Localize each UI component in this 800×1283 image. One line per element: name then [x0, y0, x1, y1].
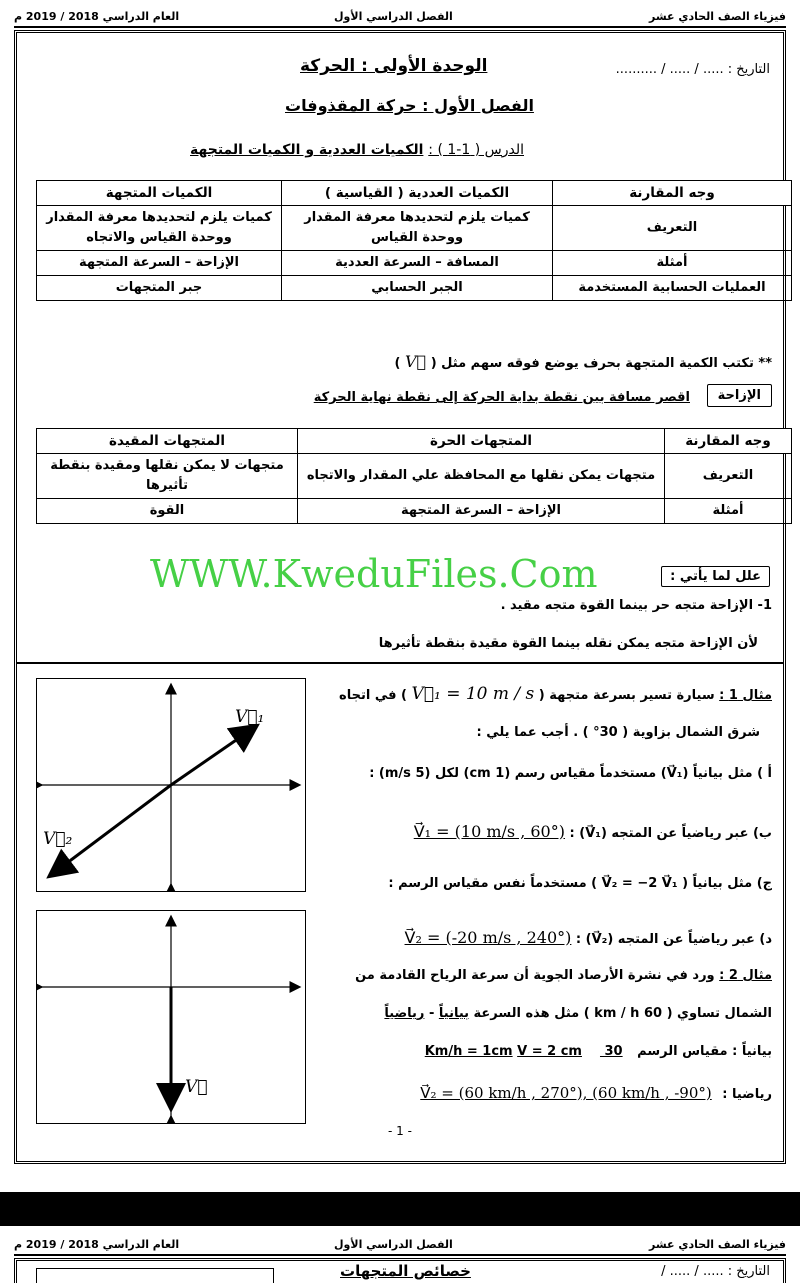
table-cell: الإزاحة – السرعة المتجهة [37, 251, 282, 276]
explain-answer: لأن الإزاحة متجه يمكن نقله بينما القوة مقيدة بنقطة تأثيرها [378, 636, 758, 651]
example2-dash: - [428, 1006, 435, 1021]
example1-line1 [339, 684, 772, 704]
page2-date-line: التاريخ : ..... / ..... / [661, 1264, 770, 1279]
table-header-row [37, 429, 792, 454]
example2-scale-line [425, 1044, 772, 1059]
table-cell: جبر المتجهات [37, 276, 282, 301]
term-label: الفصل الدراسي الأول [334, 1238, 453, 1251]
explain-label: علل لما يأتي : [661, 566, 770, 587]
table-cell: القوة [37, 499, 298, 524]
example1-eq: V⃗₁ = 10 m / s [411, 684, 535, 704]
example2-label: مثال 2 : [719, 968, 772, 983]
vector-diagram-1 [37, 679, 305, 891]
scale-value-1: 30 Km/h = 1cm [424, 1044, 623, 1059]
question-b-answer: V⃗₁ = (10 m/s , 60°) [413, 822, 565, 841]
displacement-label: الإزاحة [707, 384, 772, 407]
table-cell: التعريف [553, 206, 792, 251]
page2-figure-box [36, 1268, 274, 1283]
section-divider [17, 662, 783, 664]
math-answer: V⃗₂ = (60 km/h , 270°), (60 km/h , -90°) [420, 1084, 712, 1102]
page-number: - 1 - [388, 1124, 412, 1138]
subject-label: فيزياء الصف الحادي عشر [649, 10, 786, 23]
table-cell: العمليات الحسابية المستخدمة [553, 276, 792, 301]
chapter-title: الفصل الأول : حركة المقذوفات [285, 96, 534, 115]
question-b-text: ب) عبر رياضياً عن المتجه (V⃗₁) : [569, 826, 772, 841]
question-d-text: د) عبر رياضياً عن المتجه (V⃗₂) : [575, 932, 772, 947]
table-row [37, 454, 792, 499]
scalar-vector-table [36, 180, 792, 301]
note-close: ) [394, 356, 401, 371]
table-row [37, 499, 792, 524]
table-cell: أمثلة [665, 499, 792, 524]
v2-label: V⃗₂ [43, 829, 73, 849]
lesson-title: الكميات العددية و الكميات المتجهة [190, 142, 424, 158]
table-cell: متجهات يمكن نقلها مع المحافظة علي المقدار والاتجاه [298, 454, 665, 499]
question-d-answer: V⃗₂ = (-20 m/s , 240°) [404, 928, 572, 947]
table-row [37, 276, 792, 301]
page2-title: خصائص المتجهات [340, 1262, 471, 1280]
table-header: الكميات العددية ( القياسية ) [282, 181, 553, 206]
vector-diagram-2 [37, 911, 305, 1123]
table-cell: أمثلة [553, 251, 792, 276]
v1-label: V⃗₁ [235, 707, 265, 727]
math-label: رياضيا : [722, 1087, 772, 1102]
example2-line1 [355, 968, 772, 983]
page2-header [14, 1236, 786, 1256]
table-cell: الجبر الحسابي [282, 276, 553, 301]
table-header: المتجهات الحرة [298, 429, 665, 454]
table-cell: كميات يلزم لتحديدها معرفة المقدار ووحدة القياس [282, 206, 553, 251]
example2-text: ورد في نشرة الأرصاد الجوية أن سرعة الرياح القادمة من [355, 968, 715, 983]
term-label: الفصل الدراسي الأول [334, 10, 453, 23]
example1-question-c: ج) مثل بيانياً ( V⃗₂ = −2 V⃗₁ ) مستخدماً نفس مقياس الرسم : [388, 876, 772, 891]
free-bound-vector-table [36, 428, 792, 524]
table-cell: المسافة – السرعة العددية [282, 251, 553, 276]
table-header: وجه المقارنة [553, 181, 792, 206]
example2-line2 [384, 1006, 772, 1021]
displacement-definition: اقصر مسافة بين نقطة بداية الحركة إلى نقطة نهاية الحركة [313, 390, 690, 405]
explain-question: 1- الإزاحة متجه حر بينما القوة متجه مقيد . [500, 598, 772, 613]
example2-graphically: بيانياً [438, 1006, 470, 1021]
note-text: ** تكتب الكمية المتجهة بحرف يوضع فوقه سهم مثل ( [430, 356, 772, 371]
page-separator [0, 1192, 800, 1226]
date-line: التاريخ : ..... / ..... / .......... [615, 62, 770, 77]
example2-math-line [420, 1084, 772, 1102]
table-header: وجه المقارنة [665, 429, 792, 454]
vector-notation-note [395, 352, 772, 371]
note-symbol: V⃗ [405, 352, 427, 371]
example1-question-d [405, 928, 772, 947]
lesson-prefix: الدرس ( 1-1 ) : [428, 142, 524, 158]
subject-label: فيزياء الصف الحادي عشر [649, 1238, 786, 1251]
scale-value-2: V = 2 cm [517, 1044, 582, 1059]
example1-question-b [414, 822, 772, 841]
example2-text-a: الشمال تساوي ( 60 km / h ) مثل هذه السرعة [473, 1006, 772, 1021]
example1-question-a: أ ) مثل بيانياً (V⃗₁) مستخدماً مقياس رسم (1 cm) لكل (5 m/s) : [369, 766, 772, 781]
example1-text-b: ) في اتجاه [339, 688, 407, 703]
graph-scale-label: بيانياً : مقياس الرسم [637, 1044, 772, 1059]
table-row [37, 251, 792, 276]
unit-title: الوحدة الأولى : الحركة [300, 56, 488, 76]
example2-mathematically: رياضياً [384, 1006, 425, 1021]
table-header-row [37, 181, 792, 206]
year-label: العام الدراسي 2018 / 2019 م [14, 1238, 180, 1251]
example1-line2: شرق الشمال بزاوية ( 30° ) . أجب عما يلي : [476, 725, 760, 740]
lesson-title-row [190, 142, 524, 158]
table-cell: متجهات لا يمكن نقلها ومقيدة بنقطة تأثيرها [37, 454, 298, 499]
table-cell: التعريف [665, 454, 792, 499]
vector-v1-arrow [171, 727, 255, 785]
table-cell: كميات يلزم لتحديدها معرفة المقدار ووحدة القياس والاتجاه [37, 206, 282, 251]
table-cell: الإزاحة – السرعة المتجهة [298, 499, 665, 524]
graph-box-1 [36, 678, 306, 892]
table-header: الكميات المتجهة [37, 181, 282, 206]
page-header [14, 8, 786, 28]
graph-box-2 [36, 910, 306, 1124]
year-label: العام الدراسي 2018 / 2019 م [14, 10, 180, 23]
watermark: WWW.KweduFiles.Com [150, 552, 598, 596]
v-label: V⃗ [185, 1077, 208, 1097]
example1-text-a: سيارة تسير بسرعة متجهة ( [538, 688, 715, 703]
table-row [37, 206, 792, 251]
example1-label: مثال 1 : [719, 688, 772, 703]
table-header: المتجهات المقيدة [37, 429, 298, 454]
